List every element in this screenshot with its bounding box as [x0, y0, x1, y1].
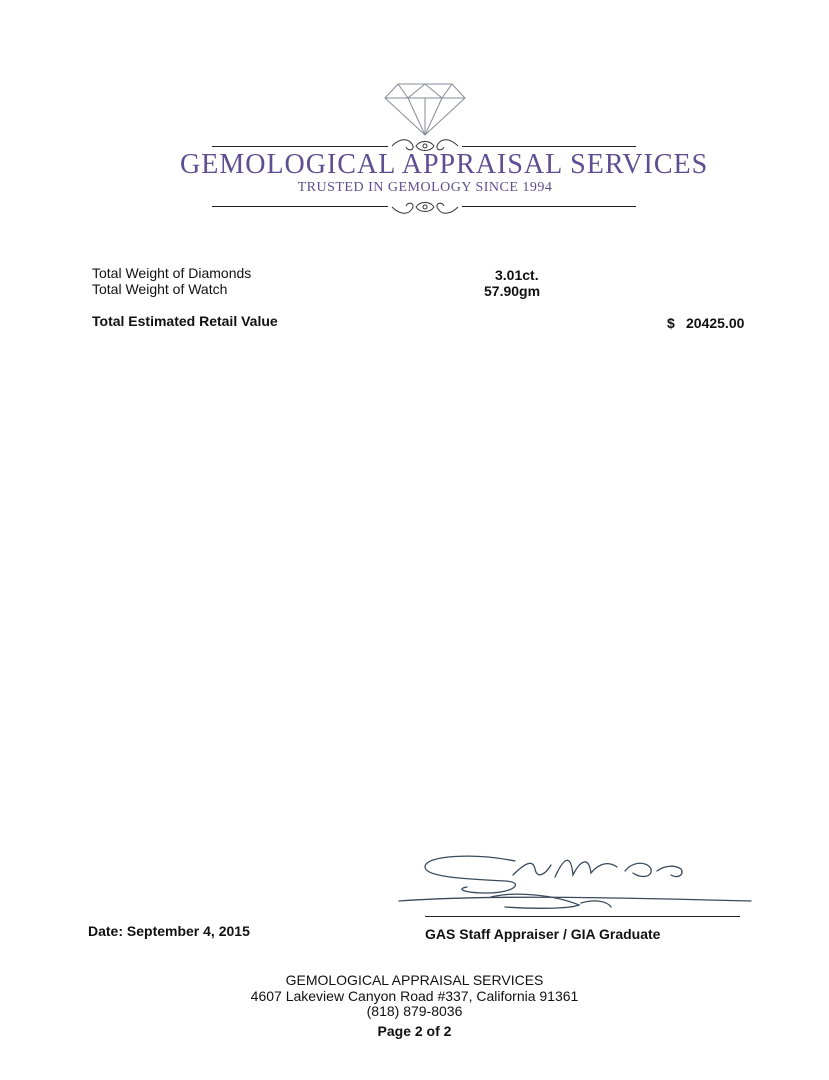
flourish-ornament-icon — [386, 197, 464, 217]
letterhead-bottom-rule-left — [212, 206, 388, 207]
company-tagline: TRUSTED IN GEMOLOGY SINCE 1994 — [297, 180, 553, 195]
appraiser-signature — [395, 845, 755, 917]
total-value-amount: 20425.00 — [686, 315, 745, 331]
diamond-weight-value: 3.01ct. — [495, 267, 539, 283]
letterhead-top-rule-right — [462, 146, 636, 147]
watch-weight-label: Total Weight of Watch — [92, 281, 228, 297]
letterhead-top-rule-left — [212, 146, 388, 147]
footer-phone: (818) 879-8036 — [366, 1003, 463, 1019]
diamond-logo-icon — [384, 82, 466, 136]
company-name: GEMOLOGICAL APPRAISAL SERVICES — [180, 149, 709, 180]
footer-company-name: GEMOLOGICAL APPRAISAL SERVICES — [285, 972, 544, 988]
footer-address: 4607 Lakeview Canyon Road #337, California 91361 — [250, 988, 579, 1004]
page-number: Page 2 of 2 — [377, 1023, 452, 1039]
diamond-weight-label: Total Weight of Diamonds — [92, 265, 252, 281]
appraisal-date: Date: September 4, 2015 — [88, 923, 250, 939]
total-currency-symbol: $ — [667, 315, 675, 331]
signature-line — [425, 916, 740, 917]
signature-caption: GAS Staff Appraiser / GIA Graduate — [425, 926, 661, 942]
total-value-label: Total Estimated Retail Value — [92, 313, 278, 329]
watch-weight-value: 57.90gm — [484, 283, 541, 299]
letterhead-bottom-rule-right — [462, 206, 636, 207]
